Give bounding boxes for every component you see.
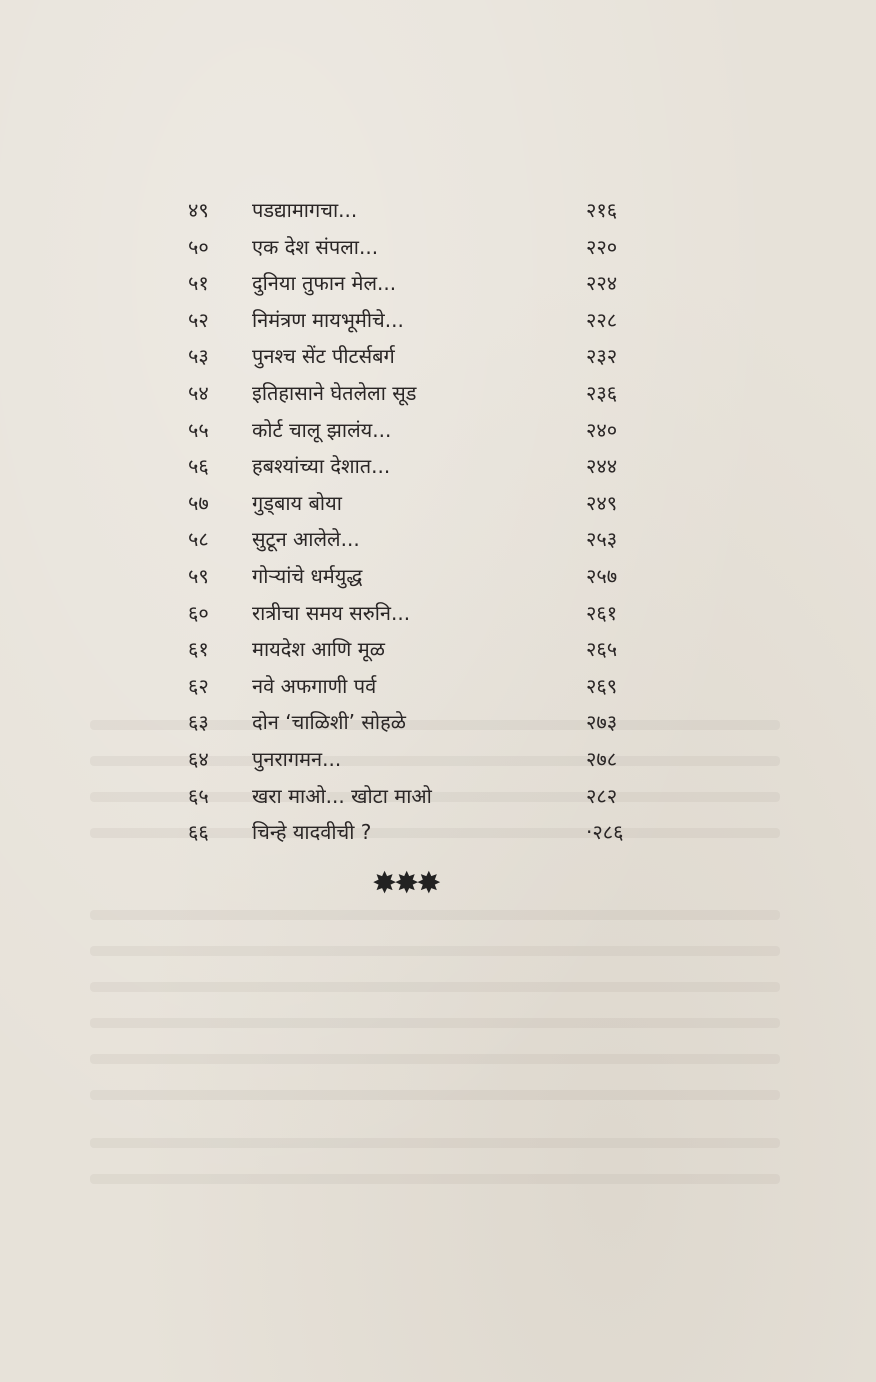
toc-entry <box>0 631 876 668</box>
toc-entry <box>0 192 876 229</box>
chapter-title: दोन ‘चाळिशी’ सोहळे <box>252 710 406 735</box>
chapter-title: पुनश्च सेंट पीटर्सबर्ग <box>252 344 395 369</box>
toc-entry <box>0 558 876 595</box>
chapter-number: ४९ <box>188 198 209 222</box>
page-number: २७८ <box>586 746 618 771</box>
page-number: २६५ <box>586 637 618 662</box>
toc-entry <box>0 448 876 485</box>
page-number: २२८ <box>586 307 618 332</box>
chapter-title: पुनरागमन... <box>252 746 342 771</box>
page-number: २३२ <box>586 344 618 369</box>
page-number: २४४ <box>586 454 618 479</box>
toc-entry <box>0 521 876 558</box>
chapter-number: ५४ <box>188 380 209 405</box>
table-of-contents <box>0 192 876 851</box>
page-number: २४९ <box>586 490 618 515</box>
chapter-number: ५० <box>188 234 209 259</box>
show-through-line <box>90 982 780 992</box>
page-number: २२४ <box>586 271 618 296</box>
toc-entry <box>0 668 876 705</box>
chapter-title: हबश्यांच्या देशात... <box>252 454 391 479</box>
toc-entry <box>0 778 876 815</box>
toc-entry <box>0 814 876 851</box>
toc-entry <box>0 265 876 302</box>
toc-entry <box>0 302 876 339</box>
show-through-line <box>90 1174 780 1184</box>
chapter-number: ५२ <box>188 307 209 332</box>
show-through-line <box>90 1090 780 1100</box>
chapter-number: ६३ <box>188 710 209 735</box>
toc-entry <box>0 595 876 632</box>
show-through-line <box>90 1054 780 1064</box>
chapter-number: ६६ <box>188 820 209 845</box>
toc-entry <box>0 704 876 741</box>
chapter-title: खरा माओ... खोटा माओ <box>252 783 432 808</box>
toc-entry <box>0 741 876 778</box>
page-number: २६१ <box>586 600 618 625</box>
toc-entry <box>0 412 876 449</box>
chapter-title: कोर्ट चालू झालंय... <box>252 417 392 442</box>
chapter-number: ६० <box>188 600 209 625</box>
toc-entry <box>0 485 876 522</box>
page-number: २५३ <box>586 527 618 552</box>
chapter-number: ६४ <box>188 746 209 771</box>
page-number: २८२ <box>586 783 618 808</box>
show-through-line <box>90 910 780 920</box>
chapter-title: सुटून आलेले... <box>252 527 360 552</box>
chapter-number: ५५ <box>188 417 209 442</box>
page-number: २३६ <box>586 380 618 405</box>
chapter-title: दुनिया तुफान मेल... <box>252 271 397 296</box>
toc-entry <box>0 338 876 375</box>
show-through-line <box>90 1018 780 1028</box>
chapter-number: ६१ <box>188 637 209 662</box>
chapter-number: ५७ <box>188 490 209 515</box>
toc-entry <box>0 229 876 266</box>
chapter-title: चिन्हे यादवीची ? <box>252 820 372 845</box>
chapter-title: गुड्बाय बोया <box>252 490 342 515</box>
chapter-title: एक देश संपला... <box>252 234 379 259</box>
ornament-stars: ✸✸✸ <box>372 866 439 901</box>
page-number: २६९ <box>586 673 618 698</box>
chapter-number: ५८ <box>188 527 209 552</box>
chapter-title: पडद्यामागचा... <box>252 198 358 222</box>
chapter-number: ५६ <box>188 454 209 479</box>
chapter-title: रात्रीचा समय सरुनि... <box>252 600 411 625</box>
show-through-line <box>90 946 780 956</box>
chapter-number: ६५ <box>188 783 209 808</box>
page-number: २४० <box>586 417 618 442</box>
chapter-title: निमंत्रण मायभूमीचे... <box>252 307 404 332</box>
toc-entry <box>0 375 876 412</box>
page-number: २५७ <box>586 563 618 588</box>
page-number: ·२८६ <box>586 820 624 845</box>
chapter-title: मायदेश आणि मूळ <box>252 637 385 662</box>
chapter-title: नवे अफगाणी पर्व <box>252 673 377 698</box>
page-number: २७३ <box>586 710 618 735</box>
chapter-number: ५९ <box>188 563 209 588</box>
chapter-number: ६२ <box>188 673 209 698</box>
chapter-title: गोऱ्यांचे धर्मयुद्ध <box>252 563 363 588</box>
page-number: २२० <box>586 234 618 259</box>
page-number: २१६ <box>586 198 618 222</box>
chapter-number: ५१ <box>188 271 209 296</box>
chapter-number: ५३ <box>188 344 209 369</box>
chapter-title: इतिहासाने घेतलेला सूड <box>252 380 417 405</box>
show-through-line <box>90 1138 780 1148</box>
